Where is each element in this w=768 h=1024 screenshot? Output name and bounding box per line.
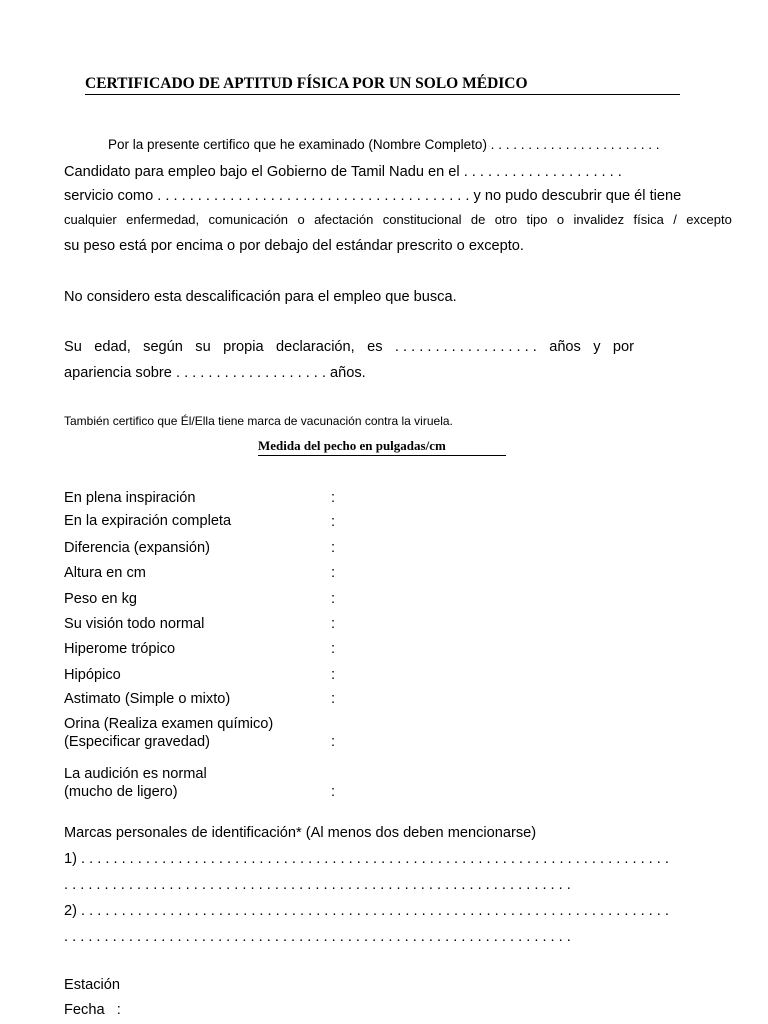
identification-mark-1-line-1: 1) . . . . . . . . . . . . . . . . . . . . . . . . . . . . . . . . . . . . . . . . . . . . . . . . . . . . . . . . . . . . . . . . . . . . . . . . . bbox=[64, 851, 669, 867]
age-line-1-word: propia bbox=[223, 339, 264, 355]
field-hearing-label: La audición es normal bbox=[64, 766, 207, 782]
intro-line-5: su peso está por encima o por debajo del estándar prescrito o excepto. bbox=[64, 238, 524, 254]
field-full-expiration-label: En la expiración completa bbox=[64, 513, 232, 529]
intro-line-4-word: afectación bbox=[314, 212, 374, 227]
age-line-1-word: su bbox=[195, 339, 211, 355]
intro-line-1 bbox=[108, 135, 732, 155]
age-line-1-word: por bbox=[612, 339, 634, 355]
field-difference-label: Diferencia (expansión) bbox=[64, 540, 211, 556]
intro-line-4-word: de bbox=[470, 212, 486, 227]
intro-line-4-word: excepto bbox=[686, 212, 732, 227]
intro-line-3: servicio como . . . . . . . . . . . . . . . . . . . . . . . . . . . . . . . . . . . . . . . y no pudo descubrir que él tiene bbox=[64, 188, 682, 204]
age-line-1-word: Su bbox=[64, 339, 82, 355]
field-vision-label: Su visión todo normal bbox=[64, 616, 205, 632]
field-hyperome-colon: : bbox=[331, 641, 336, 657]
age-line-1-word: declaración, bbox=[276, 339, 355, 355]
identification-mark-2-line-2: . . . . . . . . . . . . . . . . . . . . . . . . . . . . . . . . . . . . . . . . . . . . . . . . . . . . . . . . . . . . . . . bbox=[64, 929, 571, 945]
intro-line-1-text: Por la presente certifico que he examinado (Nombre Completo) . . . . . . . . . . . . . . . . . . . . . . . bbox=[108, 137, 660, 152]
intro-line-2: Candidato para empleo bajo el Gobierno de Tamil Nadu en el . . . . . . . . . . . . . . . . . . . . bbox=[64, 164, 622, 180]
no-disqualify-statement: No considero esta descalificación para el empleo que busca. bbox=[64, 289, 457, 305]
age-line-1-word: . . . . . . . . . . . . . . . . . . bbox=[394, 339, 537, 355]
age-line-1-word: edad, bbox=[94, 339, 131, 355]
field-hearing-colon: : bbox=[331, 784, 336, 800]
station-label: Estación bbox=[64, 977, 120, 993]
field-urine-label: Orina (Realiza examen químico) bbox=[64, 716, 274, 732]
field-full-expiration-colon: : bbox=[331, 514, 336, 530]
field-full-inspiration-colon: : bbox=[331, 490, 336, 506]
field-weight-label: Peso en kg bbox=[64, 591, 138, 607]
intro-line-4-word: enfermedad, bbox=[126, 212, 200, 227]
field-hyperome-label: Hiperome trópico bbox=[64, 641, 176, 657]
age-line-1-word: es bbox=[367, 339, 383, 355]
field-difference-colon: : bbox=[331, 540, 336, 556]
field-weight-colon: : bbox=[331, 591, 336, 607]
identification-mark-2-line-1: 2) . . . . . . . . . . . . . . . . . . . . . . . . . . . . . . . . . . . . . . . . . . . . . . . . . . . . . . . . . . . . . . . . . . . . . . . . . bbox=[64, 903, 669, 919]
field-hypopic-label: Hipópico bbox=[64, 667, 121, 683]
chest-measurement-heading: Medida del pecho en pulgadas/cm bbox=[258, 437, 506, 456]
field-astigmatism-colon: : bbox=[331, 691, 336, 707]
vaccination-statement: También certifico que Él/Ella tiene marca de vacunación contra la viruela. bbox=[64, 414, 453, 428]
age-line-2: apariencia sobre . . . . . . . . . . . . . . . . . . . años. bbox=[64, 365, 366, 381]
date-label: Fecha : bbox=[64, 1002, 121, 1018]
intro-line-4 bbox=[64, 210, 732, 230]
intro-line-4-word: tipo bbox=[526, 212, 548, 227]
intro-line-4-word: constitucional bbox=[382, 212, 462, 227]
identification-mark-1-line-2: . . . . . . . . . . . . . . . . . . . . . . . . . . . . . . . . . . . . . . . . . . . . . . . . . . . . . . . . . . . . . . . bbox=[64, 877, 571, 893]
intro-line-4-word: comunicación bbox=[208, 212, 289, 227]
field-hearing-sublabel: (mucho de ligero) bbox=[64, 784, 178, 800]
intro-line-4-word: / bbox=[673, 212, 677, 227]
field-urine-sublabel: (Especificar gravedad) bbox=[64, 734, 211, 750]
field-full-inspiration-label: En plena inspiración bbox=[64, 490, 196, 506]
document-title: CERTIFICADO DE APTITUD FÍSICA POR UN SOLO MÉDICO bbox=[85, 74, 680, 95]
field-height-label: Altura en cm bbox=[64, 565, 146, 581]
identification-marks-heading: Marcas personales de identificación* (Al menos dos deben mencionarse) bbox=[64, 825, 537, 841]
intro-line-4-word: física bbox=[633, 212, 664, 227]
intro-line-4-word: invalidez bbox=[573, 212, 625, 227]
field-hypopic-colon: : bbox=[331, 667, 336, 683]
intro-line-4-word: o bbox=[556, 212, 565, 227]
age-line-1 bbox=[64, 337, 634, 357]
intro-line-4-word: otro bbox=[494, 212, 518, 227]
age-line-1-word: años bbox=[549, 339, 581, 355]
field-urine-colon: : bbox=[331, 734, 336, 750]
field-height-colon: : bbox=[331, 565, 336, 581]
intro-line-4-word: o bbox=[297, 212, 305, 227]
field-vision-colon: : bbox=[331, 616, 336, 632]
intro-line-4-word: cualquier bbox=[64, 212, 117, 227]
field-astigmatism-label: Astimato (Simple o mixto) bbox=[64, 691, 231, 707]
age-line-1-word: y bbox=[593, 339, 601, 355]
age-line-1-word: según bbox=[143, 339, 183, 355]
